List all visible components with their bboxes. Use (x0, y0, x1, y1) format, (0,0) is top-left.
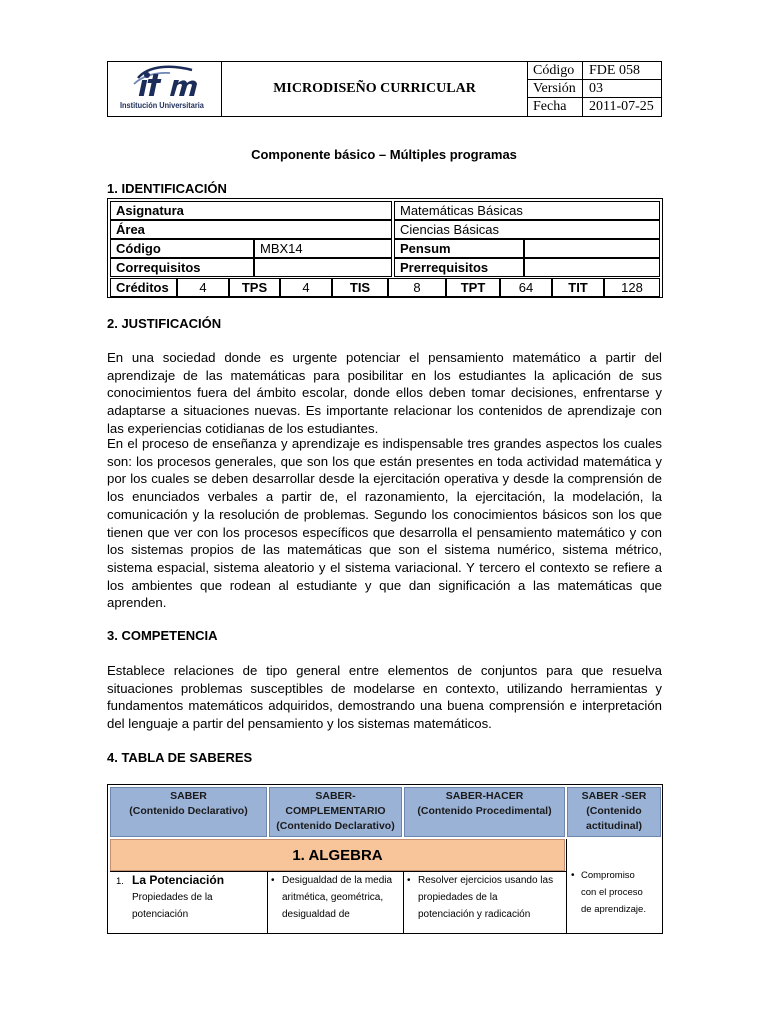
saberes-table (107, 784, 663, 934)
tps-label: TPS (229, 278, 280, 297)
logo-caption: Institución Universitaria (120, 101, 204, 110)
column-divider (566, 839, 567, 933)
hacer-line: propiedades de la (418, 892, 498, 903)
header-saber (110, 787, 267, 837)
codigo-value: MBX14 (254, 239, 392, 258)
section-heading-competencia: 3. COMPETENCIA (107, 628, 218, 643)
justificacion-paragraph-2: En el proceso de enseñanza y aprendizaje es indispensable tres grandes aspectos los cuales son: los procesos generales, que son los que están presentes en toda actividad matemática y por los cuales se deben desarrollar desde la ejercitación operativa y desde la comprensión de los enunciados verbales a partir de, el razonamiento, la ejercitación, la modelación, la comunicación y la resolución de problemas. Segundo los conocimientos básicos son los que tienen que ver con los procesos específicos que desarrolla el pensamiento matemático y con los sistemas propios de las matemáticas que son el sistema numérico, sistema métrico, sistema espacial, sistema aleatorio y el sistema variacional. Y tercero el contexto se refiere a los ambientes que rodean al estudiante y que dan significación a las matemáticas que aprenden. (107, 436, 662, 611)
saber-ser-cell (569, 867, 661, 933)
header-line: (Contenido Declarativo) (276, 820, 395, 832)
creditos-label: Créditos (110, 278, 177, 297)
tit-label: TIT (552, 278, 604, 297)
meta-key: Versión (528, 80, 583, 97)
complementario-line: desigualdad de (282, 909, 350, 920)
pensum-label: Pensum (394, 239, 524, 258)
document-meta (528, 62, 662, 116)
meta-value: FDE 058 (589, 63, 640, 78)
asignatura-value: Matemáticas Básicas (394, 201, 660, 220)
tit-value: 128 (604, 278, 660, 297)
saber-line: potenciación (132, 909, 189, 920)
header-saber-ser (567, 787, 661, 837)
tis-label: TIS (332, 278, 388, 297)
meta-row-codigo (528, 62, 662, 80)
area-label: Área (110, 220, 392, 239)
meta-value: 03 (589, 81, 603, 96)
prerrequisitos-value (524, 258, 660, 277)
meta-row-fecha (528, 98, 662, 117)
meta-key: Fecha (528, 98, 583, 117)
saber-cell (116, 871, 266, 933)
pensum-value (524, 239, 660, 258)
header-line: SABER -SER (581, 790, 647, 802)
codigo-label: Código (110, 239, 254, 258)
ser-line: Compromiso (581, 870, 635, 881)
bullet-icon: • (407, 875, 411, 886)
header-line: (Contenido Procedimental) (417, 805, 552, 817)
meta-key: Código (528, 62, 583, 79)
ser-line: de aprendizaje. (581, 904, 646, 915)
asignatura-label: Asignatura (110, 201, 392, 220)
saber-line: Propiedades de la (132, 892, 213, 903)
tpt-label: TPT (446, 278, 500, 297)
saber-complementario-cell (270, 871, 402, 933)
hacer-line: Resolver ejercicios usando las (418, 875, 554, 886)
header-line: SABER- (315, 790, 356, 802)
itm-logo (108, 62, 222, 116)
tps-value: 4 (280, 278, 332, 297)
saber-hacer-cell (406, 871, 564, 933)
header-line: (Contenido (586, 805, 642, 817)
section-heading-tabla-saberes: 4. TABLA DE SABERES (107, 750, 253, 765)
header-saber-complementario (269, 787, 402, 837)
header-line: (Contenido Declarativo) (129, 805, 248, 817)
creditos-value: 4 (177, 278, 229, 297)
item-number: 1. (116, 876, 124, 887)
identification-table (107, 198, 663, 298)
unit-title: 1. ALGEBRA (110, 839, 565, 871)
bullet-icon: • (271, 875, 275, 886)
meta-row-version (528, 80, 662, 98)
prerrequisitos-label: Prerrequisitos (394, 258, 524, 277)
complementario-line: Desigualdad de la media (282, 875, 393, 886)
header-saber-hacer (404, 787, 565, 837)
tis-value: 8 (388, 278, 446, 297)
area-value: Ciencias Básicas (394, 220, 660, 239)
section-heading-identificacion: 1. IDENTIFICACIÓN (107, 181, 227, 196)
header-line: SABER (170, 790, 207, 802)
column-divider (267, 871, 268, 933)
section-heading-justificacion: 2. JUSTIFICACIÓN (107, 316, 222, 331)
header-line: actitudinal) (585, 820, 642, 832)
document-header (107, 61, 662, 117)
justificacion-paragraph-1: En una sociedad donde es urgente potenciar el pensamiento matemático a partir del aprendizaje de las matemáticas para posibilitar en los estudiantes la aplicación de sus conocimientos fuera del ámbito escolar, donde ellos deben tomar decisiones, enfrentarse y adaptarse a situaciones nuevas. Es importante relacionar los contenidos de aprendizaje con las experiencias cotidianas de los estudiantes. (107, 350, 662, 436)
tpt-value: 64 (500, 278, 552, 297)
correquisitos-label: Correquisitos (110, 258, 254, 277)
document-subtitle: Componente básico – Múltiples programas (251, 147, 517, 162)
document-title: MICRODISEÑO CURRICULAR (222, 62, 528, 116)
hacer-line: potenciación y radicación (418, 909, 531, 920)
column-divider (403, 871, 404, 933)
complementario-line: aritmética, geométrica, (282, 892, 384, 903)
competencia-paragraph: Establece relaciones de tipo general entre elementos de conjuntos para que resuelva situaciones problemas susceptibles de modelarse en contexto, utilizando herramientas y fundamentos matemáticos adquiridos, demostrando una buena comprensión e interpretación del lenguaje a partir del pensamiento y los sistemas matemáticos. (107, 663, 662, 732)
correquisitos-value (254, 258, 392, 277)
bullet-icon: • (571, 870, 575, 881)
ser-line: con el proceso (581, 887, 643, 898)
meta-value: 2011-07-25 (589, 99, 654, 114)
saber-title: La Potenciación (132, 873, 225, 887)
header-line: SABER-HACER (445, 790, 524, 802)
header-line: COMPLEMENTARIO (285, 805, 386, 817)
